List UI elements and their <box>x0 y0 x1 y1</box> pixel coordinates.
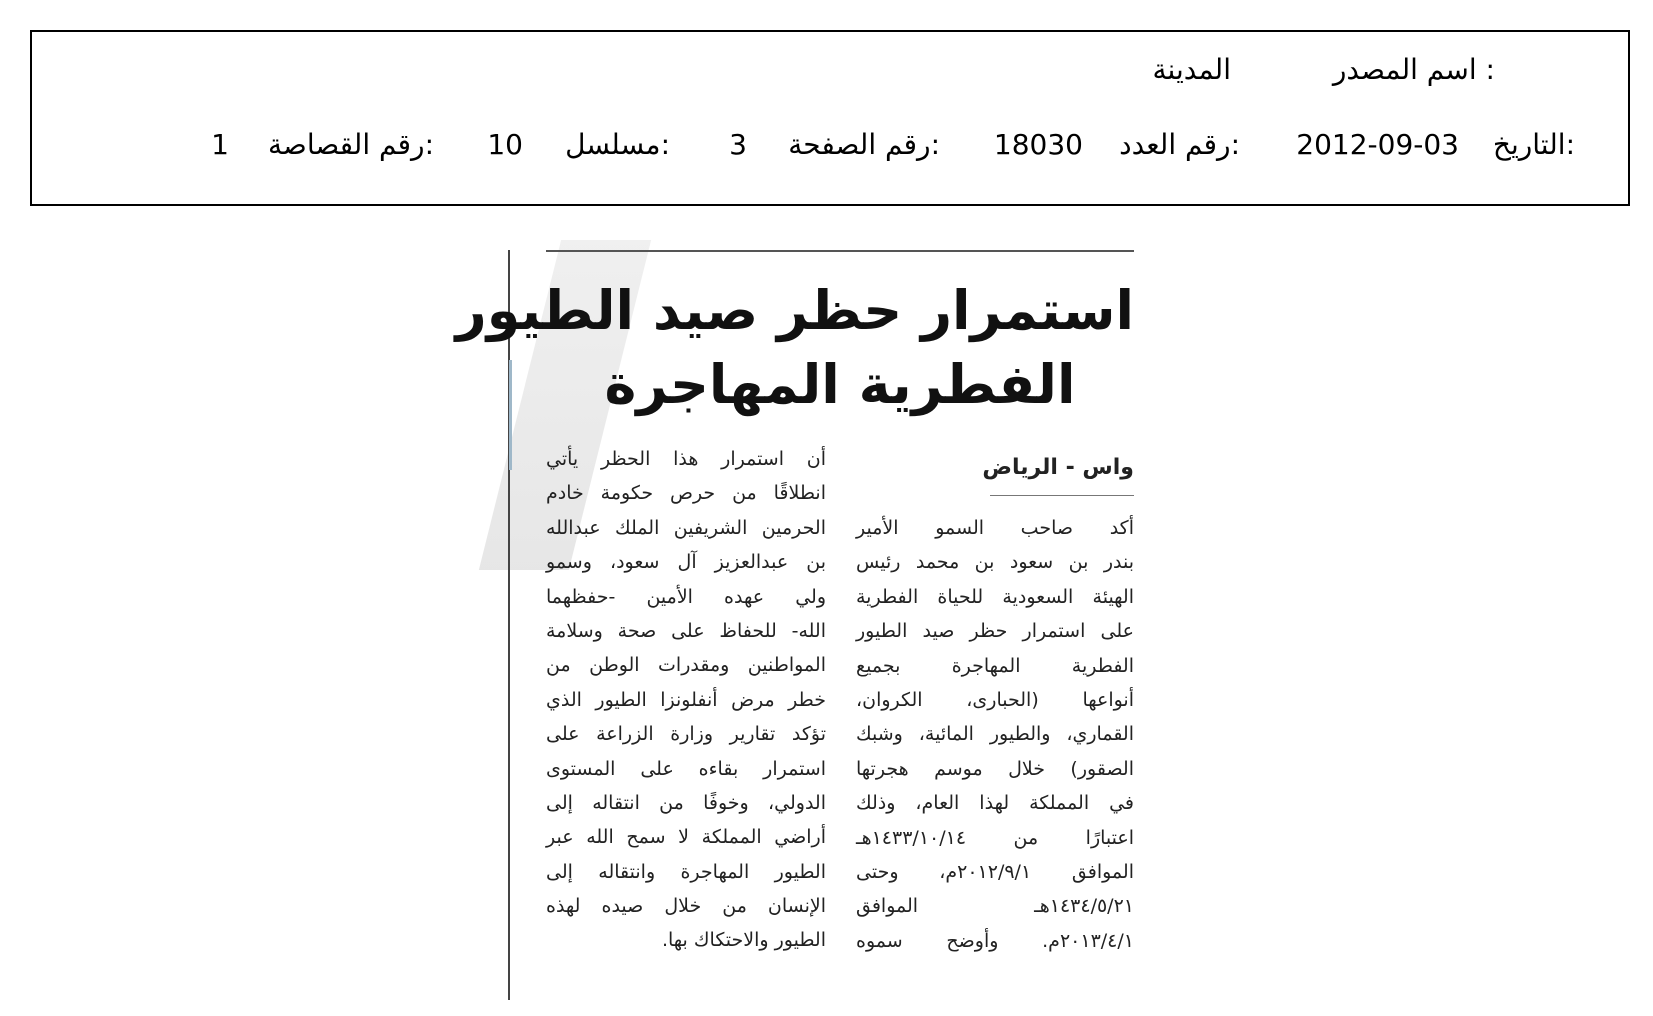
column-accent-bar <box>509 360 512 470</box>
date-label: التاريخ: <box>1492 128 1575 161</box>
left-column-line: بن عبدالعزيز آل سعود، وسمو <box>546 551 826 574</box>
right-column-line: في المملكة لهذا العام، وذلك <box>856 792 1134 815</box>
issue-value: 18030 <box>993 128 1083 161</box>
issue-label: رقم العدد: <box>1119 128 1240 161</box>
article-top-rule <box>546 250 1134 252</box>
right-column-line: بندر بن سعود بن محمد رئيس <box>856 551 1134 574</box>
right-column-line: أكد صاحب السمو الأمير <box>856 517 1134 539</box>
right-column-line: الهيئة السعودية للحياة الفطرية <box>856 585 1134 608</box>
right-column-line: الموافق ٢٠١٢/٩/١م، وحتى <box>856 860 1134 883</box>
source-label: اسم المصدر : <box>1332 53 1495 86</box>
right-column-line: ١٤٣٤/٥/٢١هـ الموافق <box>856 895 1134 918</box>
right-column-line: اعتبارًا من ١٤٣٣/١٠/١٤هـ <box>856 826 1134 849</box>
article-byline: واس - الرياض <box>982 455 1134 480</box>
clip-number-value: 1 <box>211 128 229 161</box>
right-column-line: ٢٠١٣/٤/١م. وأوضح سموه <box>856 929 1134 952</box>
right-column-line: على استمرار حظر صيد الطيور <box>856 620 1134 643</box>
left-column-line: الإنسان من خلال صيده لهذه <box>546 895 826 918</box>
left-column-line: ولي عهده الأمين -حفظهما <box>546 585 826 608</box>
source-value: المدينة <box>1152 53 1231 86</box>
left-column-line: المواطنين ومقدرات الوطن من <box>546 654 826 677</box>
left-column-line: الحرمين الشريفين الملك عبدالله <box>546 516 826 539</box>
article-right-column <box>856 511 1134 958</box>
left-column-line: الدولي، وخوفًا من انتقاله إلى <box>546 791 826 814</box>
left-column-line: الله- للحفاظ على صحة وسلامة <box>546 619 826 642</box>
left-column-line: خطر مرض أنفلونزا الطيور الذي <box>546 688 826 711</box>
right-column-line: الفطرية المهاجرة بجميع <box>856 654 1134 677</box>
article-headline-line-1: استمرار حظر صيد الطيور <box>455 279 1134 342</box>
left-column-line: تؤكد تقارير وزارة الزراعة على <box>546 723 826 746</box>
right-column-line: القماري، والطيور المائية، وشبك <box>856 723 1134 746</box>
serial-value: 10 <box>487 128 523 161</box>
left-column-line: استمرار بقاءه على المستوى <box>546 757 826 780</box>
byline-rule <box>990 495 1134 496</box>
page-number-value: 3 <box>729 128 747 161</box>
left-column-line: الطيور والاحتكاك بها. <box>661 929 826 952</box>
right-column-line: أنواعها (الحبارى، الكروان، <box>856 688 1134 711</box>
date-value: 2012-09-03 <box>1296 128 1459 161</box>
article-left-column <box>546 442 826 958</box>
article-headline-line-2: الفطرية المهاجرة <box>604 353 1076 416</box>
left-column-line: أن استمرار هذا الحظر يأتي <box>546 448 826 470</box>
serial-label: مسلسل: <box>565 128 670 161</box>
page-number-label: رقم الصفحة: <box>788 128 940 161</box>
left-column-line: الطيور المهاجرة وانتقاله إلى <box>546 860 826 883</box>
left-column-line: انطلاقًا من حرص حكومة خادم <box>546 482 826 505</box>
left-column-line: أراضي المملكة لا سمح الله عبر <box>546 826 826 849</box>
clip-number-label: رقم القصاصة: <box>268 128 434 161</box>
right-column-line: الصقور) خلال موسم هجرتها <box>856 757 1134 780</box>
